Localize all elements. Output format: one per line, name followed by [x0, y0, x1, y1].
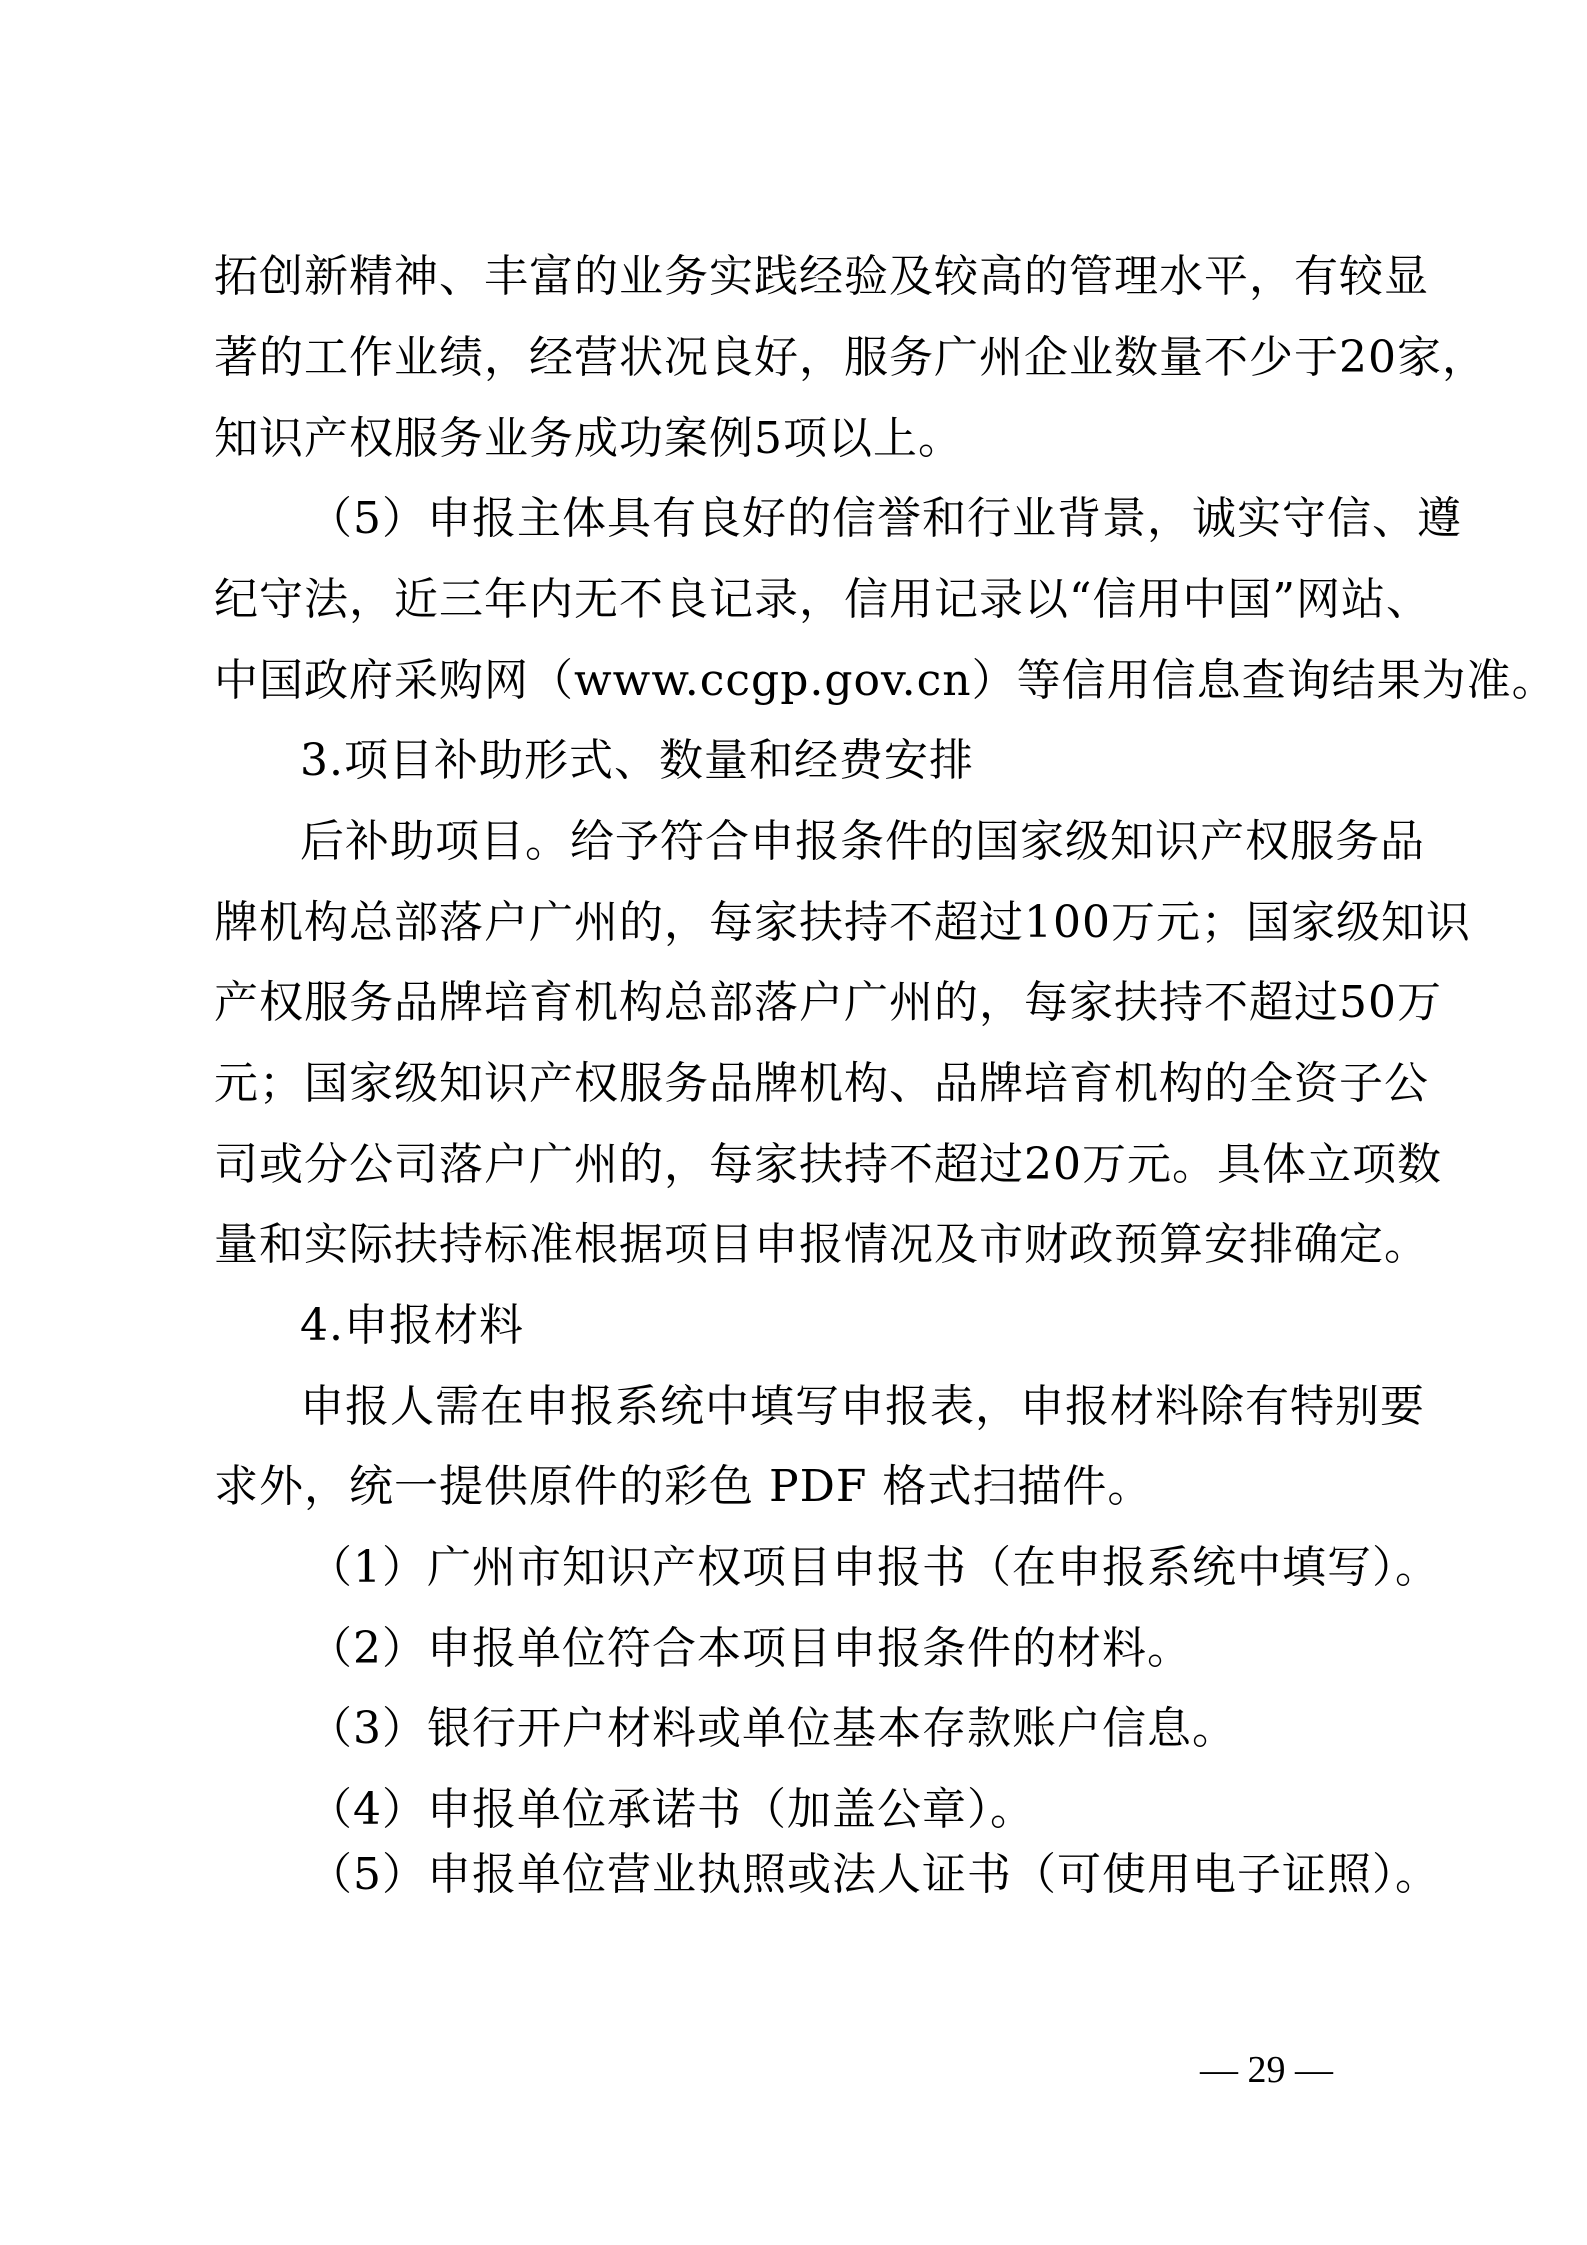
list-item: （3）银行开户材料或单位基本存款账户信息。: [308, 1703, 1237, 1754]
section-heading: 4.申报材料: [300, 1300, 524, 1351]
text-line: （5）申报主体具有良好的信誉和行业背景，诚实守信、遵: [308, 493, 1462, 544]
text-line: 牌机构总部落户广州的，每家扶持不超过100万元；国家级知识: [214, 897, 1471, 948]
text-line: 纪守法，近三年内无不良记录，信用记录以“信用中国”网站、: [214, 574, 1431, 625]
text-line: 司或分公司落户广州的，每家扶持不超过20万元。具体立项数: [214, 1139, 1442, 1190]
page-number: — 29 —: [1200, 2049, 1333, 2091]
text-line: 元；国家级知识产权服务品牌机构、品牌培育机构的全资子公: [214, 1058, 1429, 1109]
text-line: 拓创新精神、丰富的业务实践经验及较高的管理水平，有较显: [214, 251, 1429, 302]
text-line: 知识产权服务业务成功案例5项以上。: [214, 413, 963, 464]
section-heading: 3.项目补助形式、数量和经费安排: [300, 735, 974, 786]
text-line: 量和实际扶持标准根据项目申报情况及市财政预算安排确定。: [214, 1219, 1429, 1270]
text-line: 产权服务品牌培育机构总部落户广州的，每家扶持不超过50万: [214, 977, 1442, 1028]
list-item: （5）申报单位营业执照或法人证书（可使用电子证照）。: [308, 1849, 1440, 1900]
text-line: 著的工作业绩，经营状况良好，服务广州企业数量不少于20家，: [214, 332, 1487, 383]
list-item: （4）申报单位承诺书（加盖公章）。: [308, 1784, 1035, 1835]
text-line: 中国政府采购网（www.ccgp.gov.cn）等信用信息查询结果为准。: [214, 655, 1557, 706]
text-line: 申报人需在申报系统中填写申报表，申报材料除有特别要: [300, 1381, 1425, 1432]
list-item: （1）广州市知识产权项目申报书（在申报系统中填写）。: [308, 1542, 1440, 1593]
text-line: 求外，统一提供原件的彩色 PDF 格式扫描件。: [214, 1461, 1153, 1512]
list-item: （2）申报单位符合本项目申报条件的材料。: [308, 1623, 1192, 1674]
text-line: 后补助项目。给予符合申报条件的国家级知识产权服务品: [300, 816, 1425, 867]
